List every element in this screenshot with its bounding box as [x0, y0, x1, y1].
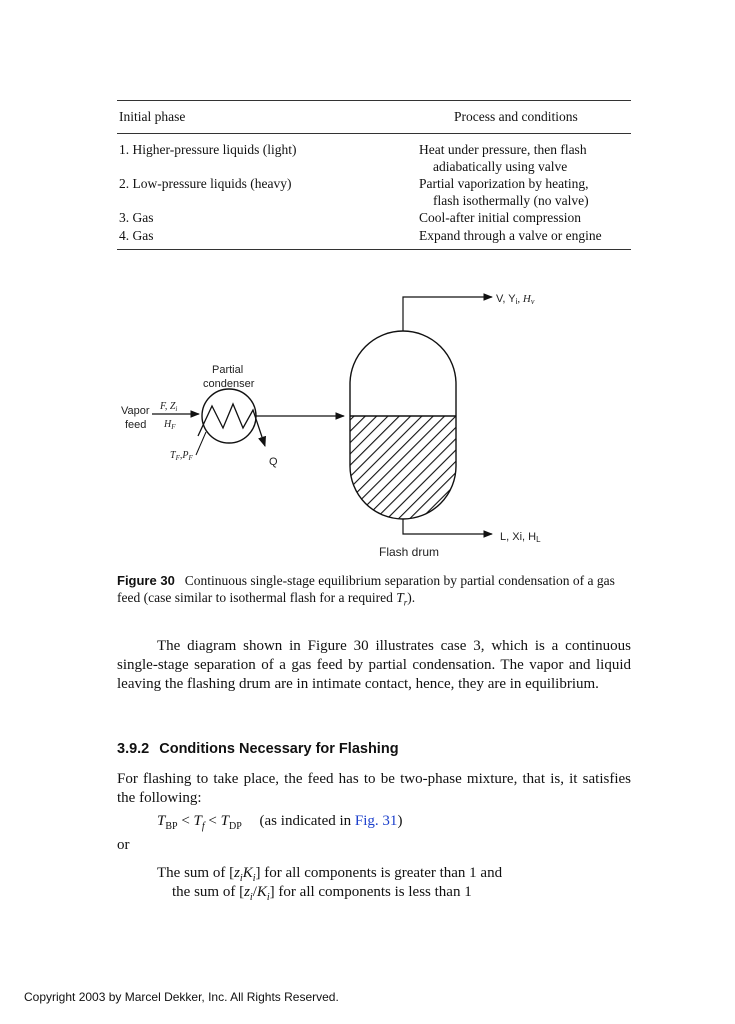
condenser-label: condenser — [203, 378, 255, 390]
table-row-1-process — [419, 141, 587, 175]
figure-label: Figure 30 — [117, 573, 175, 588]
or-text: or — [117, 837, 130, 853]
table-header-rule — [117, 133, 631, 134]
table-row-2-phase: 2. Low-pressure liquids (heavy) — [119, 176, 292, 191]
cond1-z: z — [234, 865, 240, 881]
body-paragraph-1 — [117, 637, 631, 694]
condition-pointer — [196, 432, 206, 455]
eq-dp: DP — [228, 821, 242, 832]
eq-f: f — [201, 821, 205, 832]
cond1-post: ] for all components is greater than 1 and — [255, 865, 503, 881]
condition-line-2 — [172, 884, 472, 903]
body-paragraph-1-text: The diagram shown in Figure 30 illustrates case 3, which is a continuous single-stage separation of a gas feed by partial condensation. The vapor and liquid leaving the flashing drum are in intimate contact, hence, they are in equilibrium. — [117, 638, 631, 692]
section-number: 3.9.2 — [117, 741, 150, 757]
eq-tf: T — [193, 813, 202, 829]
partial-label: Partial — [212, 364, 244, 376]
cond2-i2: i — [266, 892, 270, 903]
caption-text: Continuous single-stage equilibrium separation by partial condensation of a gas feed (case similar to isothermal flash for a required — [117, 573, 615, 605]
table-row-1-process-line1: Heat under pressure, then flash — [419, 142, 587, 157]
table-row-2-process-line2: flash isothermally (no valve) — [433, 193, 589, 208]
table-row-4-phase: 4. Gas — [119, 228, 154, 243]
table-row-3-phase: 3. Gas — [119, 210, 154, 225]
cond2-pre: the sum of [ — [172, 884, 245, 900]
table-header-process: Process and conditions — [454, 109, 578, 124]
copyright-footer: Copyright 2003 by Marcel Dekker, Inc. All Rights Reserved. — [24, 990, 339, 1004]
flash-drum-label: Flash drum — [379, 545, 440, 559]
eq-t: T — [157, 813, 166, 829]
body-paragraph-2: For flashing to take place, the feed has to be two-phase mixture, that is, it satisfies the following: — [117, 771, 631, 806]
table-row-1-phase: 1. Higher-pressure liquids (light) — [119, 142, 297, 157]
cond2-k: K — [256, 884, 267, 900]
table-header-initial-phase: Initial phase — [119, 109, 186, 124]
feed-label: feed — [125, 419, 147, 431]
liquid-outlet-line — [403, 519, 492, 534]
table-top-rule — [117, 100, 631, 101]
figure-caption — [117, 572, 631, 612]
condition-line-1 — [157, 865, 502, 884]
partial-condenser — [202, 389, 256, 443]
table-row-4-process: Expand through a valve or engine — [419, 228, 602, 243]
vapor-label: Vapor — [121, 405, 150, 417]
flash-condition-equation — [157, 813, 402, 832]
cond2-slash: / — [252, 884, 257, 900]
table-row-3-process: Cool-after initial compression — [419, 210, 581, 225]
caption-variable: T — [396, 590, 404, 605]
flash-drum-diagram — [80, 285, 600, 565]
table-row-2-process-line1: Partial vaporization by heating, — [419, 176, 589, 191]
eq-note-post: ) — [397, 813, 403, 829]
eq-t2: T — [220, 813, 229, 829]
caption-variable-sub: r — [403, 597, 408, 608]
cond1-i2: i — [252, 873, 256, 884]
section-heading — [117, 741, 399, 757]
eq-lt-2: < — [204, 813, 221, 829]
table-row-1-process-line2: adiabatically using valve — [433, 159, 568, 174]
vapor-outlet-line — [403, 297, 492, 331]
table-bottom-rule — [117, 249, 631, 250]
cond1-k: K — [242, 865, 253, 881]
feed-conditions-label: $T_F,P_F$ — [170, 450, 193, 462]
cond1-i: i — [239, 873, 243, 884]
feed-enthalpy-label: $H_F$ — [164, 419, 176, 431]
table-row-2-process — [419, 175, 589, 209]
liquid-outlet-label: L, Xi, HL — [500, 531, 541, 544]
feed-stream-label: F, $Z_i$ — [160, 401, 178, 413]
cond2-i: i — [249, 892, 253, 903]
cond1-pre: The sum of [ — [157, 865, 235, 881]
cond2-post: ] for all components is less than 1 — [269, 884, 472, 900]
eq-bp: BP — [165, 821, 178, 832]
eq-lt-1: < — [177, 813, 194, 829]
section-title: Conditions Necessary for Flashing — [159, 741, 399, 757]
cond2-z: z — [244, 884, 250, 900]
fig-31-link[interactable]: Fig. 31 — [354, 813, 398, 829]
eq-note-pre: (as indicated in — [259, 813, 355, 829]
caption-end: ). — [407, 590, 416, 605]
vapor-outlet-label: V, Yi, Hv — [496, 293, 535, 306]
heat-duty-label: Q — [269, 456, 278, 468]
